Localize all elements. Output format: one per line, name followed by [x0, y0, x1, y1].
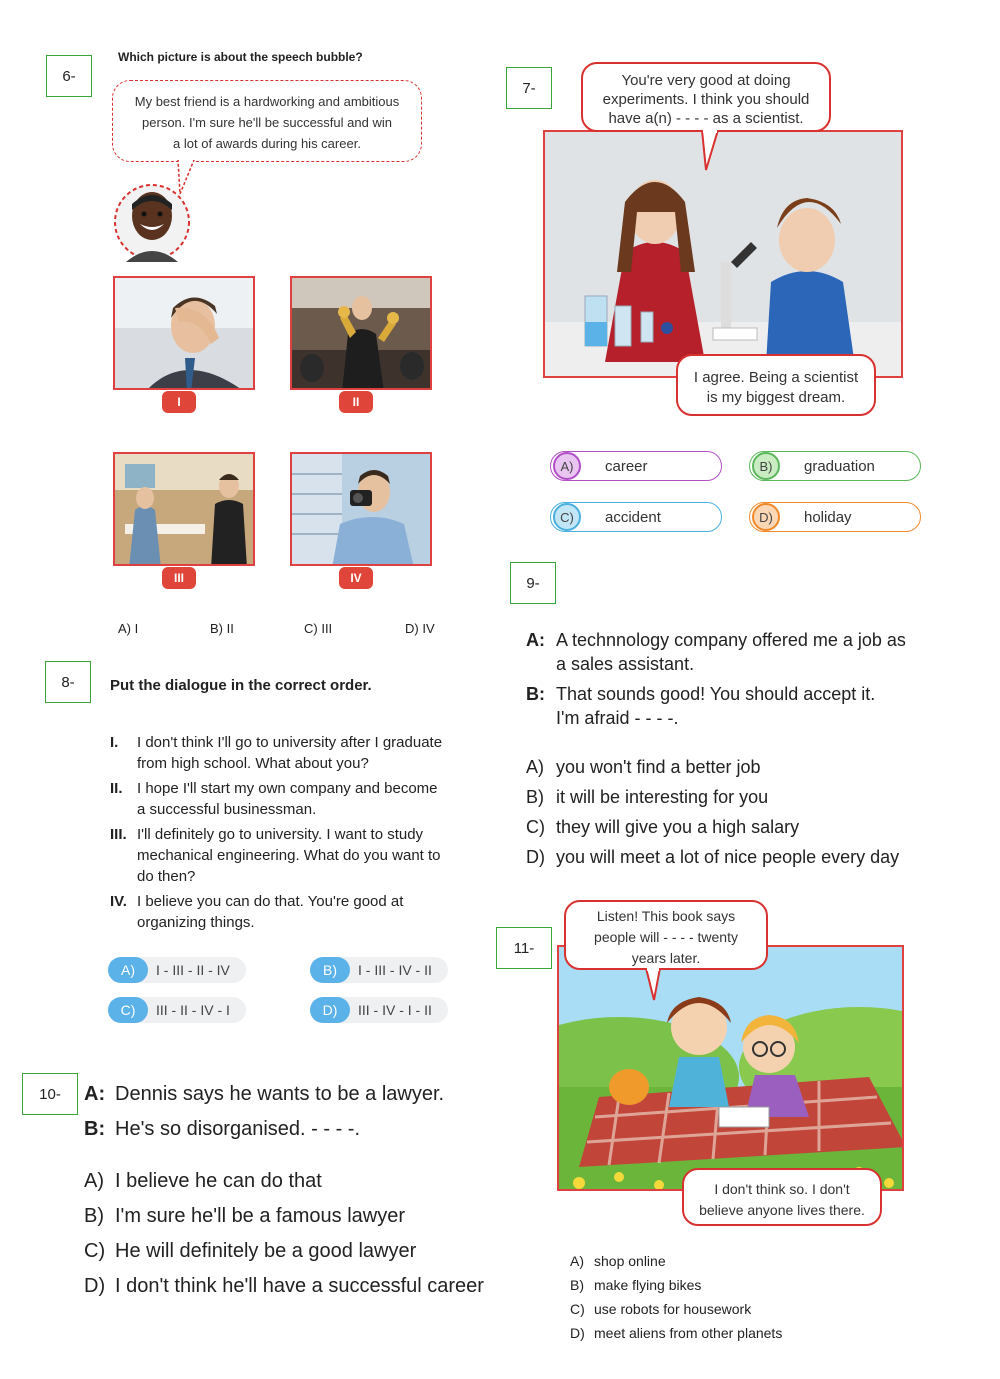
- q11-option-c-letter: C): [570, 1301, 585, 1317]
- kids-reading-picnic-image: [559, 947, 904, 1191]
- q6-picture-4: [290, 452, 432, 566]
- q11-options: [570, 1249, 782, 1345]
- q7-option-c-letter: C): [553, 503, 581, 531]
- q11-option-d-letter: D): [570, 1325, 585, 1341]
- q11-bubble-top-line-1: Listen! This book says: [596, 908, 736, 924]
- q7-bubble-bottom-line-1: I agree. Being a scientist: [693, 369, 859, 386]
- q6-badge-3: III: [162, 567, 196, 589]
- q9-dialogue: [526, 628, 906, 730]
- q11-option-b-letter: B): [570, 1277, 584, 1293]
- q10-option-a-letter: A): [84, 1170, 104, 1192]
- q10-line-b: He's so disorganised. - - - -.: [115, 1118, 361, 1140]
- q8-item-3: [110, 824, 442, 887]
- q11-option-d-text: meet aliens from other planets: [594, 1325, 783, 1341]
- q7-option-b-letter: B): [752, 452, 780, 480]
- q8-item-3-line-3: do then?: [137, 868, 196, 885]
- q8-option-c-text: III - II - IV - I: [156, 1002, 230, 1018]
- q6-speech-bubble: [112, 80, 422, 162]
- q9-option-d[interactable]: [526, 842, 899, 872]
- q9-option-b-text: it will be interesting for you: [556, 787, 769, 807]
- q8-item-1-line-2: from high school. What about you?: [137, 755, 369, 772]
- q11-option-c-text: use robots for housework: [594, 1301, 752, 1317]
- q9-option-b[interactable]: [526, 782, 899, 812]
- q8-item-2: [110, 778, 442, 820]
- q8-option-d-letter: D): [310, 997, 350, 1023]
- q10-option-a[interactable]: [84, 1164, 484, 1199]
- q9-line-a2: a sales assistant.: [556, 654, 695, 674]
- question-number-11: [496, 927, 552, 969]
- q9-line-a1: A technnology company offered me a job as: [556, 630, 906, 650]
- q8-option-a-letter: A): [108, 957, 148, 983]
- q7-option-a-letter: A): [553, 452, 581, 480]
- q8-option-c[interactable]: [108, 997, 246, 1023]
- q10-option-c[interactable]: [84, 1234, 484, 1269]
- q6-option-c[interactable]: C) III: [304, 621, 333, 636]
- q9-speaker-b: B:: [526, 684, 545, 704]
- q8-item-3-label: III.: [110, 826, 127, 843]
- q8-option-d-text: III - IV - I - II: [358, 1002, 432, 1018]
- q8-option-b-text: I - III - IV - II: [358, 962, 432, 978]
- q8-item-4: [110, 891, 442, 933]
- q11-option-a[interactable]: [570, 1249, 782, 1273]
- q8-option-a-text: I - III - II - IV: [156, 962, 230, 978]
- q10-option-c-text: He will definitely be a good lawyer: [115, 1240, 417, 1262]
- q10-speaker-a: A:: [84, 1083, 106, 1105]
- q9-option-d-letter: D): [526, 847, 545, 867]
- q8-option-b[interactable]: [310, 957, 448, 983]
- q10-option-d-letter: D): [84, 1275, 106, 1297]
- q9-line-b1: That sounds good! You should accept it.: [556, 684, 876, 704]
- q10-option-b[interactable]: [84, 1199, 484, 1234]
- q9-option-a[interactable]: [526, 752, 899, 782]
- q11-number: 11-: [513, 939, 535, 957]
- q8-item-1-label: I.: [110, 734, 119, 751]
- q6-option-b[interactable]: B) II: [210, 621, 234, 636]
- q7-speech-bubble-top: [581, 62, 831, 132]
- question-number-10: [22, 1073, 78, 1115]
- q8-option-d[interactable]: [310, 997, 448, 1023]
- q8-item-1: [110, 732, 442, 774]
- q7-option-d[interactable]: [749, 502, 921, 532]
- q9-number: 9-: [526, 574, 540, 592]
- q8-item-4-line-1: I believe you can do that. You're good at: [137, 893, 404, 910]
- q7-option-d-letter: D): [752, 503, 780, 531]
- q7-number: 7-: [522, 79, 536, 97]
- stressed-man-image: [115, 278, 255, 390]
- q8-item-4-line-2: organizing things.: [137, 914, 255, 931]
- q10-option-b-letter: B): [84, 1205, 104, 1227]
- q8-item-3-line-2: mechanical engineering. What do you want to: [137, 847, 441, 864]
- q6-question: Which picture is about the speech bubble?: [118, 50, 363, 64]
- q6-number: 6-: [62, 67, 76, 85]
- q7-bubble-bottom-line-2: is my biggest dream.: [706, 389, 846, 406]
- q7-bubble-top-tail: [700, 130, 720, 172]
- q9-option-a-letter: A): [526, 757, 544, 777]
- q9-options: [526, 752, 899, 872]
- q10-options: [84, 1164, 484, 1304]
- question-number-7: [506, 67, 552, 109]
- q8-dialogue-list: [110, 732, 442, 933]
- q11-option-a-text: shop online: [594, 1253, 666, 1269]
- q9-option-c[interactable]: [526, 812, 899, 842]
- q11-option-d[interactable]: [570, 1321, 782, 1345]
- q8-item-4-label: IV.: [110, 893, 127, 910]
- q9-option-a-text: you won't find a better job: [556, 757, 761, 777]
- q11-option-a-letter: A): [570, 1253, 584, 1269]
- q8-instruction: Put the dialogue in the correct order.: [110, 677, 372, 694]
- q8-item-2-line-2: a successful businessman.: [137, 801, 317, 818]
- q9-option-d-text: you will meet a lot of nice people every day: [556, 847, 900, 867]
- q9-speaker-a: A:: [526, 630, 545, 650]
- q10-number: 10-: [39, 1085, 61, 1103]
- q7-option-c-text: accident: [605, 508, 661, 526]
- q6-picture-1: [113, 276, 255, 390]
- q7-option-a-text: career: [605, 457, 648, 475]
- kids-microscope-image: [545, 132, 903, 378]
- q10-option-b-text: I'm sure he'll be a famous lawyer: [115, 1205, 405, 1227]
- q11-option-c[interactable]: [570, 1297, 782, 1321]
- q6-bubble-line-1: My best friend is a hardworking and ambitious: [134, 94, 400, 109]
- q9-option-c-letter: C): [526, 817, 545, 837]
- q8-option-b-letter: B): [310, 957, 350, 983]
- question-number-6: [46, 55, 92, 97]
- photographer-image: [292, 454, 432, 566]
- q6-option-d[interactable]: D) IV: [405, 621, 435, 636]
- q7-speech-bubble-bottom: [676, 354, 876, 416]
- q6-picture-2: [290, 276, 432, 390]
- q7-bubble-top-line-3: have a(n) - - - - as a scientist.: [608, 110, 804, 127]
- q10-speaker-b: B:: [84, 1118, 106, 1140]
- avatar: [112, 182, 192, 262]
- waiter-serving-image: [115, 454, 255, 566]
- award-winner-image: [292, 278, 432, 390]
- q8-option-c-letter: C): [108, 997, 148, 1023]
- q11-bubble-top-line-3: years later.: [631, 950, 701, 966]
- q10-dialogue: [84, 1077, 444, 1147]
- q11-bubble-top-tail: [644, 968, 662, 1002]
- question-number-9: [510, 562, 556, 604]
- q7-bubble-top-line-1: You're very good at doing: [621, 72, 791, 89]
- q11-option-b[interactable]: [570, 1273, 782, 1297]
- q11-bubble-top-line-2: people will - - - - twenty: [594, 929, 738, 945]
- q8-number: 8-: [61, 673, 75, 691]
- q6-picture-3: [113, 452, 255, 566]
- q8-option-a[interactable]: [108, 957, 246, 983]
- q7-bubble-top-line-2: experiments. I think you should: [602, 91, 810, 108]
- q8-item-3-line-1: I'll definitely go to university. I want to study: [137, 826, 424, 843]
- q10-option-a-text: I believe he can do that: [115, 1170, 322, 1192]
- q11-option-b-text: make flying bikes: [594, 1277, 702, 1293]
- q9-line-b2: I'm afraid - - - -.: [556, 708, 679, 728]
- q8-item-1-line-1: I don't think I'll go to university after I graduate: [137, 734, 443, 751]
- question-number-8: [45, 661, 91, 703]
- q6-badge-1: I: [162, 391, 196, 413]
- q7-option-b[interactable]: [749, 451, 921, 481]
- q6-option-a[interactable]: A) I: [118, 621, 139, 636]
- q10-option-d-text: I don't think he'll have a successful career: [115, 1275, 484, 1297]
- q11-speech-bubble-top: [564, 900, 768, 970]
- q7-picture: [543, 130, 903, 378]
- q7-option-a[interactable]: [550, 451, 722, 481]
- q7-option-b-text: graduation: [804, 457, 875, 475]
- q6-bubble-line-2: person. I'm sure he'll be successful and win: [142, 115, 392, 130]
- q11-bubble-bottom-line-1: I don't think so. I don't: [714, 1181, 850, 1197]
- q8-item-2-label: II.: [110, 780, 123, 797]
- q10-option-d[interactable]: [84, 1269, 484, 1304]
- q11-picture: [557, 945, 904, 1191]
- q11-bubble-bottom-line-2: believe anyone lives there.: [699, 1202, 865, 1218]
- q10-line-a: Dennis says he wants to be a lawyer.: [115, 1083, 445, 1105]
- q6-badge-4: IV: [339, 567, 373, 589]
- q6-bubble-line-3: a lot of awards during his career.: [173, 136, 361, 151]
- q9-option-c-text: they will give you a high salary: [556, 817, 800, 837]
- q6-badge-2: II: [339, 391, 373, 413]
- q7-option-c[interactable]: [550, 502, 722, 532]
- q7-option-d-text: holiday: [804, 508, 852, 526]
- q9-option-b-letter: B): [526, 787, 544, 807]
- q11-speech-bubble-bottom: [682, 1168, 882, 1226]
- q8-item-2-line-1: I hope I'll start my own company and become: [137, 780, 438, 797]
- q10-option-c-letter: C): [84, 1240, 106, 1262]
